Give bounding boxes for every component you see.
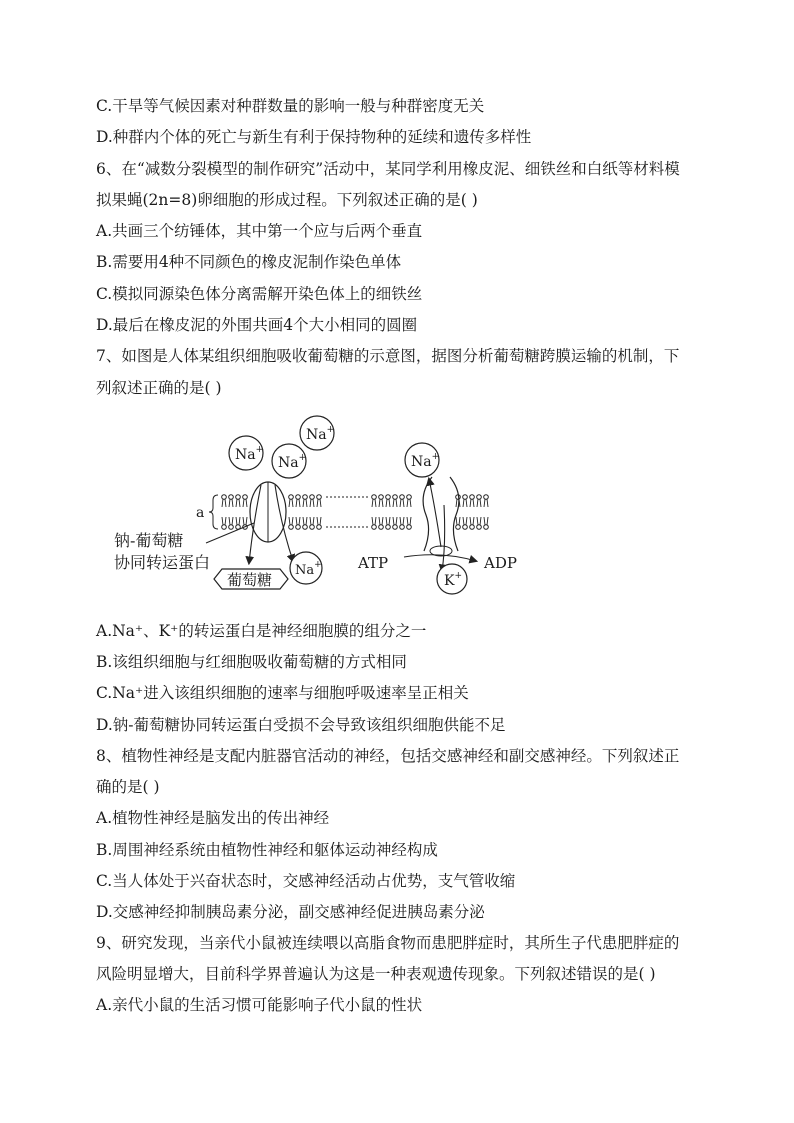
question-6-line-1: 6、在“减数分裂模型的制作研究”活动中，某同学利用橡皮泥、细铁丝和白纸等材料模 — [96, 160, 680, 178]
option-c-q5: C.干旱等气候因素对种群数量的影响一般与种群密度无关 — [96, 97, 485, 115]
svg-text:Na+: Na+ — [295, 560, 322, 578]
question-7-line-2: 列叙述正确的是( ) — [96, 379, 222, 397]
option-a-q8: A.植物性神经是脑发出的传出神经 — [96, 809, 330, 827]
bilayer-segment-4 — [456, 495, 489, 530]
question-6-line-2: 拟果蝇(2n=8)卵细胞的形成过程。下列叙述正确的是( ) — [96, 191, 478, 209]
membrane-diagram — [96, 405, 536, 605]
na-ion-3 — [300, 416, 334, 450]
na-ion-2 — [272, 444, 306, 478]
membrane-dotted-gap — [326, 497, 368, 527]
option-a-q7: A.Na⁺、K⁺的转运蛋白是神经细胞膜的组分之一 — [96, 622, 427, 640]
svg-text:K+: K+ — [444, 571, 463, 589]
bilayer-segment-3 — [372, 495, 412, 530]
option-b-q6: B.需要用4种不同颜色的橡皮泥制作染色单体 — [96, 253, 402, 271]
option-a-q6: A.共画三个纺锤体，其中第一个应与后两个垂直 — [96, 222, 423, 240]
option-d-q7: D.钠-葡萄糖协同转运蛋白受损不会导致该组织细胞供能不足 — [96, 716, 506, 734]
question-9-line-1: 9、研究发现，当亲代小鼠被连续喂以高脂食物而患肥胖症时，其所生子代患肥胖症的 — [96, 934, 680, 952]
question-8-line-2: 确的是( ) — [96, 778, 160, 796]
label-a: a — [196, 505, 205, 521]
svg-text:葡萄糖: 葡萄糖 — [227, 571, 273, 589]
svg-text:Na+: Na+ — [278, 453, 307, 471]
bilayer-segment-1 — [222, 495, 248, 530]
svg-text:Na+: Na+ — [411, 452, 440, 470]
k-ion — [437, 564, 467, 594]
option-b-q7: B.该组织细胞与红细胞吸收葡萄糖的方式相同 — [96, 653, 407, 671]
membrane-transport-figure — [96, 405, 536, 605]
option-c-q8: C.当人体处于兴奋状态时，交感神经活动占优势，支气管收缩 — [96, 872, 516, 890]
membrane-brace — [209, 495, 218, 529]
label-atp: ATP — [358, 554, 389, 572]
option-c-q6: C.模拟同源染色体分离需解开染色体上的细铁丝 — [96, 285, 423, 303]
glucose-molecule — [214, 569, 288, 589]
na-ion-4 — [405, 443, 439, 477]
question-9-line-2: 风险明显增大，目前科学界普遍认为这是一种表观遗传现象。下列叙述错误的是( ) — [96, 965, 656, 983]
question-8-line-1: 8、植物性神经是支配内脏器官活动的神经，包括交感神经和副交感神经。下列叙述正 — [96, 747, 680, 765]
bilayer-segment-2 — [289, 495, 322, 530]
label-adp: ADP — [484, 554, 517, 572]
option-d-q8: D.交感神经抑制胰岛素分泌，副交感神经促进胰岛素分泌 — [96, 903, 485, 921]
na-ion-inside — [290, 552, 322, 584]
svg-text:Na+: Na+ — [306, 425, 335, 443]
option-a-q9: A.亲代小鼠的生活习惯可能影响子代小鼠的性状 — [96, 996, 423, 1014]
label-transporter-line-2: 协同转运蛋白 — [114, 553, 211, 572]
option-d-q6: D.最后在橡皮泥的外围共画4个大小相同的圆圈 — [96, 316, 418, 334]
label-transporter-line-1: 钠-葡萄糖 — [114, 531, 184, 550]
option-b-q8: B.周围神经系统由植物性神经和躯体运动神经构成 — [96, 841, 438, 859]
arrow-na-out — [429, 479, 441, 547]
option-c-q7: C.Na⁺进入该组织细胞的速率与细胞呼吸速率呈正相关 — [96, 684, 469, 702]
na-ion-1 — [229, 436, 263, 470]
na-glucose-cotransporter — [250, 482, 286, 542]
question-7-line-1: 7、如图是人体某组织细胞吸收葡萄糖的示意图，据图分析葡萄糖跨膜运输的机制，下 — [96, 347, 680, 365]
svg-text:Na+: Na+ — [235, 445, 264, 463]
option-d-q5: D.种群内个体的死亡与新生有利于保持物种的延续和遗传多样性 — [96, 128, 532, 146]
arrow-k-in — [442, 505, 445, 571]
